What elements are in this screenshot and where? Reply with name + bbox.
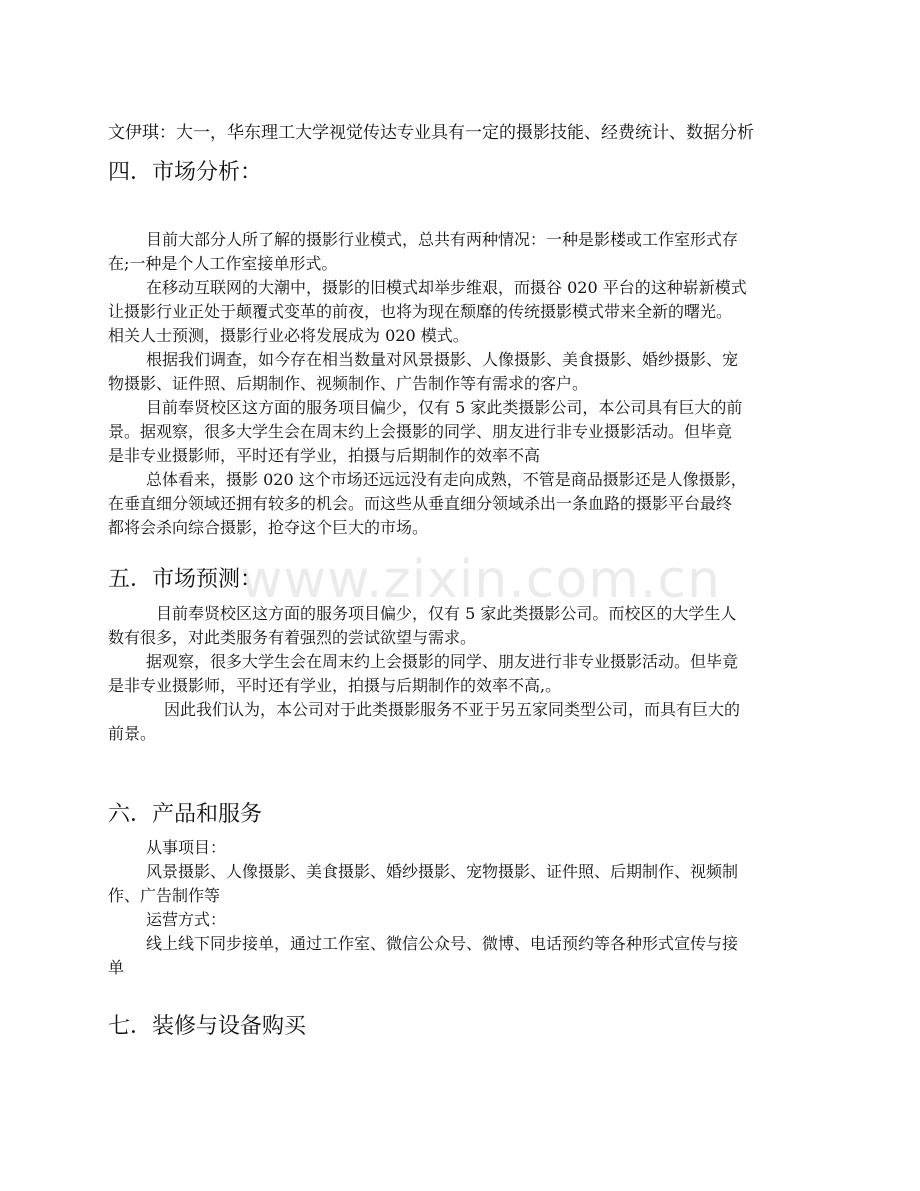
paragraph-line: 单 [108,958,125,977]
paragraph-line: 数有很多，对此类服务有着强烈的尝试欲望与需求。 [108,628,477,647]
paragraph-line: 是非专业摄影师，平时还有学业，拍摄与后期制作的效率不高,。 [108,676,562,695]
paragraph-line: 目前奉贤校区这方面的服务项目偏少，仅有 5 家此类摄影公司。而校区的大学生人 [156,604,737,623]
section-heading-market-analysis: 四．市场分析： [108,160,263,185]
paragraph-line: 是非专业摄影师，平时还有学业，拍摄与后期制作的效率不高 [108,446,541,465]
paragraph-line: 物摄影、证件照、后期制作、视频制作、广告制作等有需求的客户。 [108,374,589,393]
paragraph-line: 景。据观察，很多大学生会在周末约上会摄影的同学、朋友进行非专业摄影活动。但毕竟 [108,422,733,441]
paragraph-line: 风景摄影、人像摄影、美食摄影、婚纱摄影、宠物摄影、证件照、后期制作、视频制 [146,862,739,881]
paragraph-line: 都将会杀向综合摄影，抢夺这个巨大的市场。 [108,518,429,537]
paragraph-line: 在移动互联网的大潮中，摄影的旧模式却举步维艰，而摄谷 020 平台的这种崭新模式 [146,278,747,297]
paragraph-line: 总体看来，摄影 020 这个市场还远远没有走向成熟，不管是商品摄影还是人像摄影， [146,470,747,489]
paragraph-line: 在;一种是个人工作室接单形式。 [108,254,338,273]
team-member-intro: 文伊琪：大一，华东理工大学视觉传达专业具有一定的摄影技能、经费统计、数据分析 [108,123,754,143]
paragraph-line: 目前奉贤校区这方面的服务项目偏少，仅有 5 家此类摄影公司，本公司具有巨大的前 [146,398,743,417]
section-heading-products-services: 六．产品和服务 [108,802,263,827]
paragraph-line: 前景。 [108,724,157,743]
paragraph-line: 运营方式： [146,910,227,929]
watermark: www.zixin.com.cn [240,550,721,610]
paragraph-line: 据观察，很多大学生会在周末约上会摄影的同学、朋友进行非专业摄影活动。但毕竟 [146,652,739,671]
paragraph-line: 根据我们调查，如今存在相当数量对风景摄影、人像摄影、美食摄影、婚纱摄影、宠 [146,350,739,369]
paragraph-line: 让摄影行业正处于颠覆式变革的前夜，也将为现在颓靡的传统摄影模式带来全新的曙光。 [108,302,733,321]
paragraph-line: 作、广告制作等 [108,886,221,905]
paragraph-line: 在垂直细分领域还拥有较多的机会。而这些从垂直细分领域杀出一条血路的摄影平台最终 [108,494,733,513]
paragraph-line: 相关人士预测，摄影行业必将发展成为 020 模式。 [108,326,469,345]
paragraph-line: 因此我们认为，本公司对于此类摄影服务不亚于另五家同类型公司，而具有巨大的 [164,700,741,719]
paragraph-line: 目前大部分人所了解的摄影行业模式，总共有两种情况：一种是影楼或工作室形式存 [146,230,739,249]
paragraph-line: 从事项目： [146,838,227,857]
paragraph-line: 线上线下同步接单，通过工作室、微信公众号、微博、电话预约等各种形式宣传与接 [146,934,739,953]
section-heading-decoration-equipment: 七．装修与设备购买 [108,1014,307,1039]
section-heading-market-forecast: 五．市场预测： [108,567,263,592]
